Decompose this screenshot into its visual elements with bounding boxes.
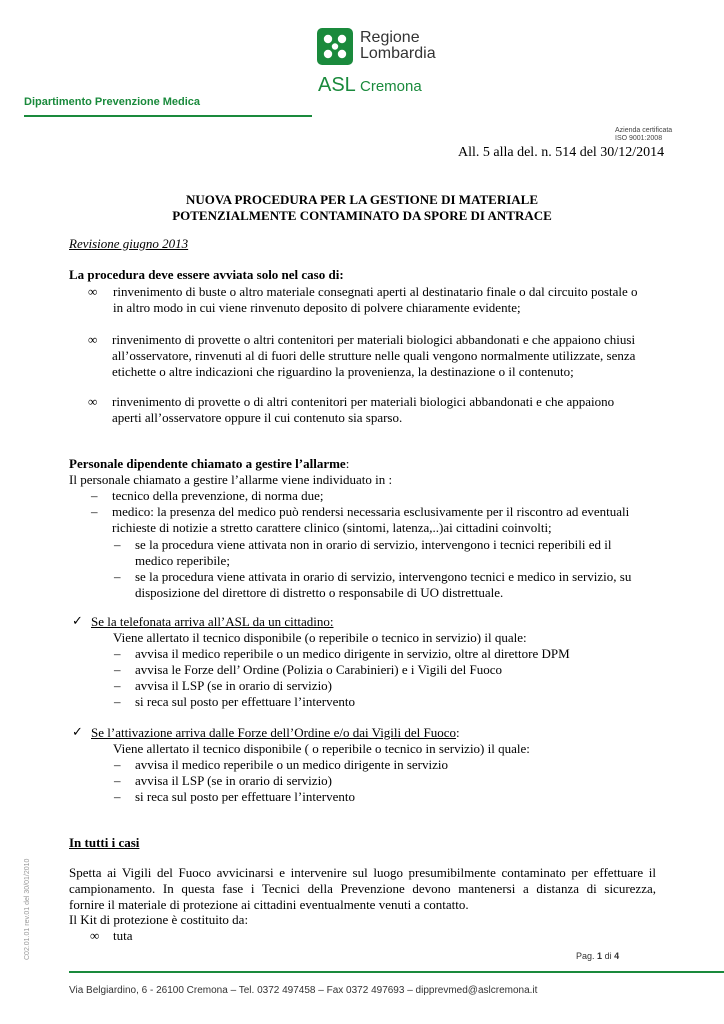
condition-item-3-line2: aperti all’osservatore oppure il cui contenuto sia sparso. <box>112 410 403 425</box>
all-cases-line2: campionamento. In questa fase i Tecnici della Prevenzione devono mantenersi a distanza di sicurezza, <box>69 881 656 896</box>
staff-intro: Il personale chiamato a gestire l’allarme viene individuato in : <box>69 472 393 487</box>
page-of: di <box>604 951 612 961</box>
dash-bullet-icon: – <box>114 694 121 709</box>
case2-heading-text: Se l’attivazione arriva dalle Forze dell’Ordine e/o dai Vigili del Fuoco <box>91 725 457 740</box>
staff-subitem-1-line2: medico reperibile; <box>135 553 230 568</box>
dash-bullet-icon: – <box>114 757 121 772</box>
case2-intro: Viene allertato il tecnico disponibile ( o reperibile o tecnico in servizio) il quale: <box>113 741 530 756</box>
dash-bullet-icon: – <box>114 773 121 788</box>
logo-city: Cremona <box>360 78 422 95</box>
page-label: Pag. <box>576 951 595 961</box>
page-total: 4 <box>614 951 620 961</box>
page-number <box>576 951 619 961</box>
staff-subitem-1-line1: se la procedura viene attivata non in orario di servizio, intervengono i tecnici reperibili ed il <box>135 537 612 552</box>
footer-divider <box>69 971 724 973</box>
dash-bullet-icon: – <box>114 662 121 677</box>
cert-line2: ISO 9001:2008 <box>615 135 663 142</box>
regione-lombardia-logo <box>317 28 353 65</box>
case2-item-2: avvisa il LSP (se in orario di servizio) <box>135 773 333 788</box>
side-code <box>22 832 34 962</box>
case1-item-1: avvisa il medico reperibile o un medico dirigente in servizio, oltre al direttore DPM <box>135 646 570 661</box>
dash-bullet-icon: – <box>114 678 121 693</box>
cert-line1: Azienda certificata <box>615 127 673 134</box>
case2-item-3: si reca sul posto per effettuare l’intervento <box>135 789 355 804</box>
staff-heading-text: Personale dipendente chiamato a gestire l’allarme <box>69 456 346 471</box>
side-code-text: C02.01.01 rev.01 del 30/01/2010 <box>24 858 31 960</box>
conditions-heading: La procedura deve essere avviata solo nel caso di: <box>69 267 344 282</box>
condition-item-2-line3: etichette o altre indicazioni che riguardino la provenienza, la destinazione o il contenuto; <box>112 364 574 379</box>
dash-bullet-icon: – <box>114 537 121 552</box>
staff-item-1: tecnico della prevenzione, di norma due; <box>112 488 324 503</box>
logo-asl: ASL <box>318 74 356 96</box>
infinity-bullet-icon: ∞ <box>88 332 98 347</box>
department-name: Dipartimento Prevenzione Medica <box>24 96 201 108</box>
condition-item-2-line1: rinvenimento di provette o altri contenitori per materiali biologici abbandonati e che appaiono chiusi <box>112 332 636 347</box>
condition-item-2-line2: all’osservatore, rinvenuti al di fuori delle strutture nelle quali vengono normalmente utilizzate, senza <box>112 348 636 363</box>
checkmark-icon: ✓ <box>72 724 83 739</box>
dash-bullet-icon: – <box>114 569 121 584</box>
rose-camuna-icon <box>317 28 353 65</box>
page-current: 1 <box>597 951 603 961</box>
case1-heading: Se la telefonata arriva all’ASL da un cittadino: <box>91 614 334 629</box>
revision-label: Revisione giugno 2013 <box>69 236 189 251</box>
all-cases-line1: Spetta ai Vigili del Fuoco avvicinarsi e intervenire sul luogo presumibilmente contaminato per effettuare il <box>69 865 656 880</box>
kit-item-1: tuta <box>113 928 133 943</box>
staff-subitem-2-line1: se la procedura viene attivata in orario di servizio, intervengono tecnici e medico in servizio, su <box>135 569 632 584</box>
infinity-bullet-icon: ∞ <box>88 284 98 299</box>
dash-bullet-icon: – <box>114 789 121 804</box>
condition-item-3-line1: rinvenimento di provette o di altri contenitori per materiali biologici abbandonati e che appaiono <box>112 394 615 409</box>
dash-bullet-icon: – <box>91 504 98 519</box>
staff-item-2-line2: richieste di notizie a stretto carattere clinico (sintomi, latenza,..)ai cittadini coinvolti; <box>112 520 552 535</box>
staff-item-2-line1: medico: la presenza del medico può rendersi necessaria esclusivamente per il riscontro ad eventuali <box>112 504 630 519</box>
checkmark-icon: ✓ <box>72 613 83 628</box>
footer-address: Via Belgiardino, 6 - 26100 Cremona – Tel. 0372 497458 – Fax 0372 497693 – dipprevmed@aslcremona.it <box>69 985 538 996</box>
logo-region-line2: Lombardia <box>360 45 436 62</box>
case1-item-4: si reca sul posto per effettuare l’intervento <box>135 694 355 709</box>
header-divider <box>24 115 312 117</box>
attachment-ref: All. 5 alla del. n. 514 del 30/12/2014 <box>458 145 665 160</box>
logo-region-line1: Regione <box>360 29 420 46</box>
dash-bullet-icon: – <box>91 488 98 503</box>
all-cases-heading: In tutti i casi <box>69 835 140 850</box>
infinity-bullet-icon: ∞ <box>88 394 98 409</box>
case2-item-1: avvisa il medico reperibile o un medico dirigente in servizio <box>135 757 448 772</box>
all-cases-line3: fornire il materiale di protezione ai cittadini eventualmente venuti a contatto. <box>69 897 469 912</box>
case1-intro: Viene allertato il tecnico disponibile (o reperibile o tecnico in servizio) il quale: <box>113 630 527 645</box>
case2-heading <box>91 725 460 741</box>
condition-item-1-line2: in altro modo in cui viene rinvenuto deposito di polvere chiaramente evidente; <box>113 300 521 315</box>
infinity-bullet-icon: ∞ <box>90 928 100 943</box>
condition-item-1-line1: rinvenimento di buste o altro materiale consegnati aperti al destinatario finale o dal circuito postale o <box>113 284 638 299</box>
staff-heading-colon: : <box>345 456 350 471</box>
case1-item-2: avvisa le Forze dell’ Ordine (Polizia o Carabinieri) e i Vigili del Fuoco <box>135 662 502 677</box>
staff-heading <box>69 456 349 472</box>
case2-heading-colon: : <box>456 725 460 740</box>
kit-line: Il Kit di protezione è costituito da: <box>69 912 249 927</box>
dash-bullet-icon: – <box>114 646 121 661</box>
case1-item-3: avvisa il LSP (se in orario di servizio) <box>135 678 333 693</box>
doc-title-line2: POTENZIALMENTE CONTAMINATO DA SPORE DI ANTRACE <box>172 208 552 223</box>
doc-title-line1: NUOVA PROCEDURA PER LA GESTIONE DI MATERIALE <box>185 192 539 207</box>
staff-subitem-2-line2: disposizione del direttore di distretto o responsabile di UO distrettuale. <box>135 585 504 600</box>
